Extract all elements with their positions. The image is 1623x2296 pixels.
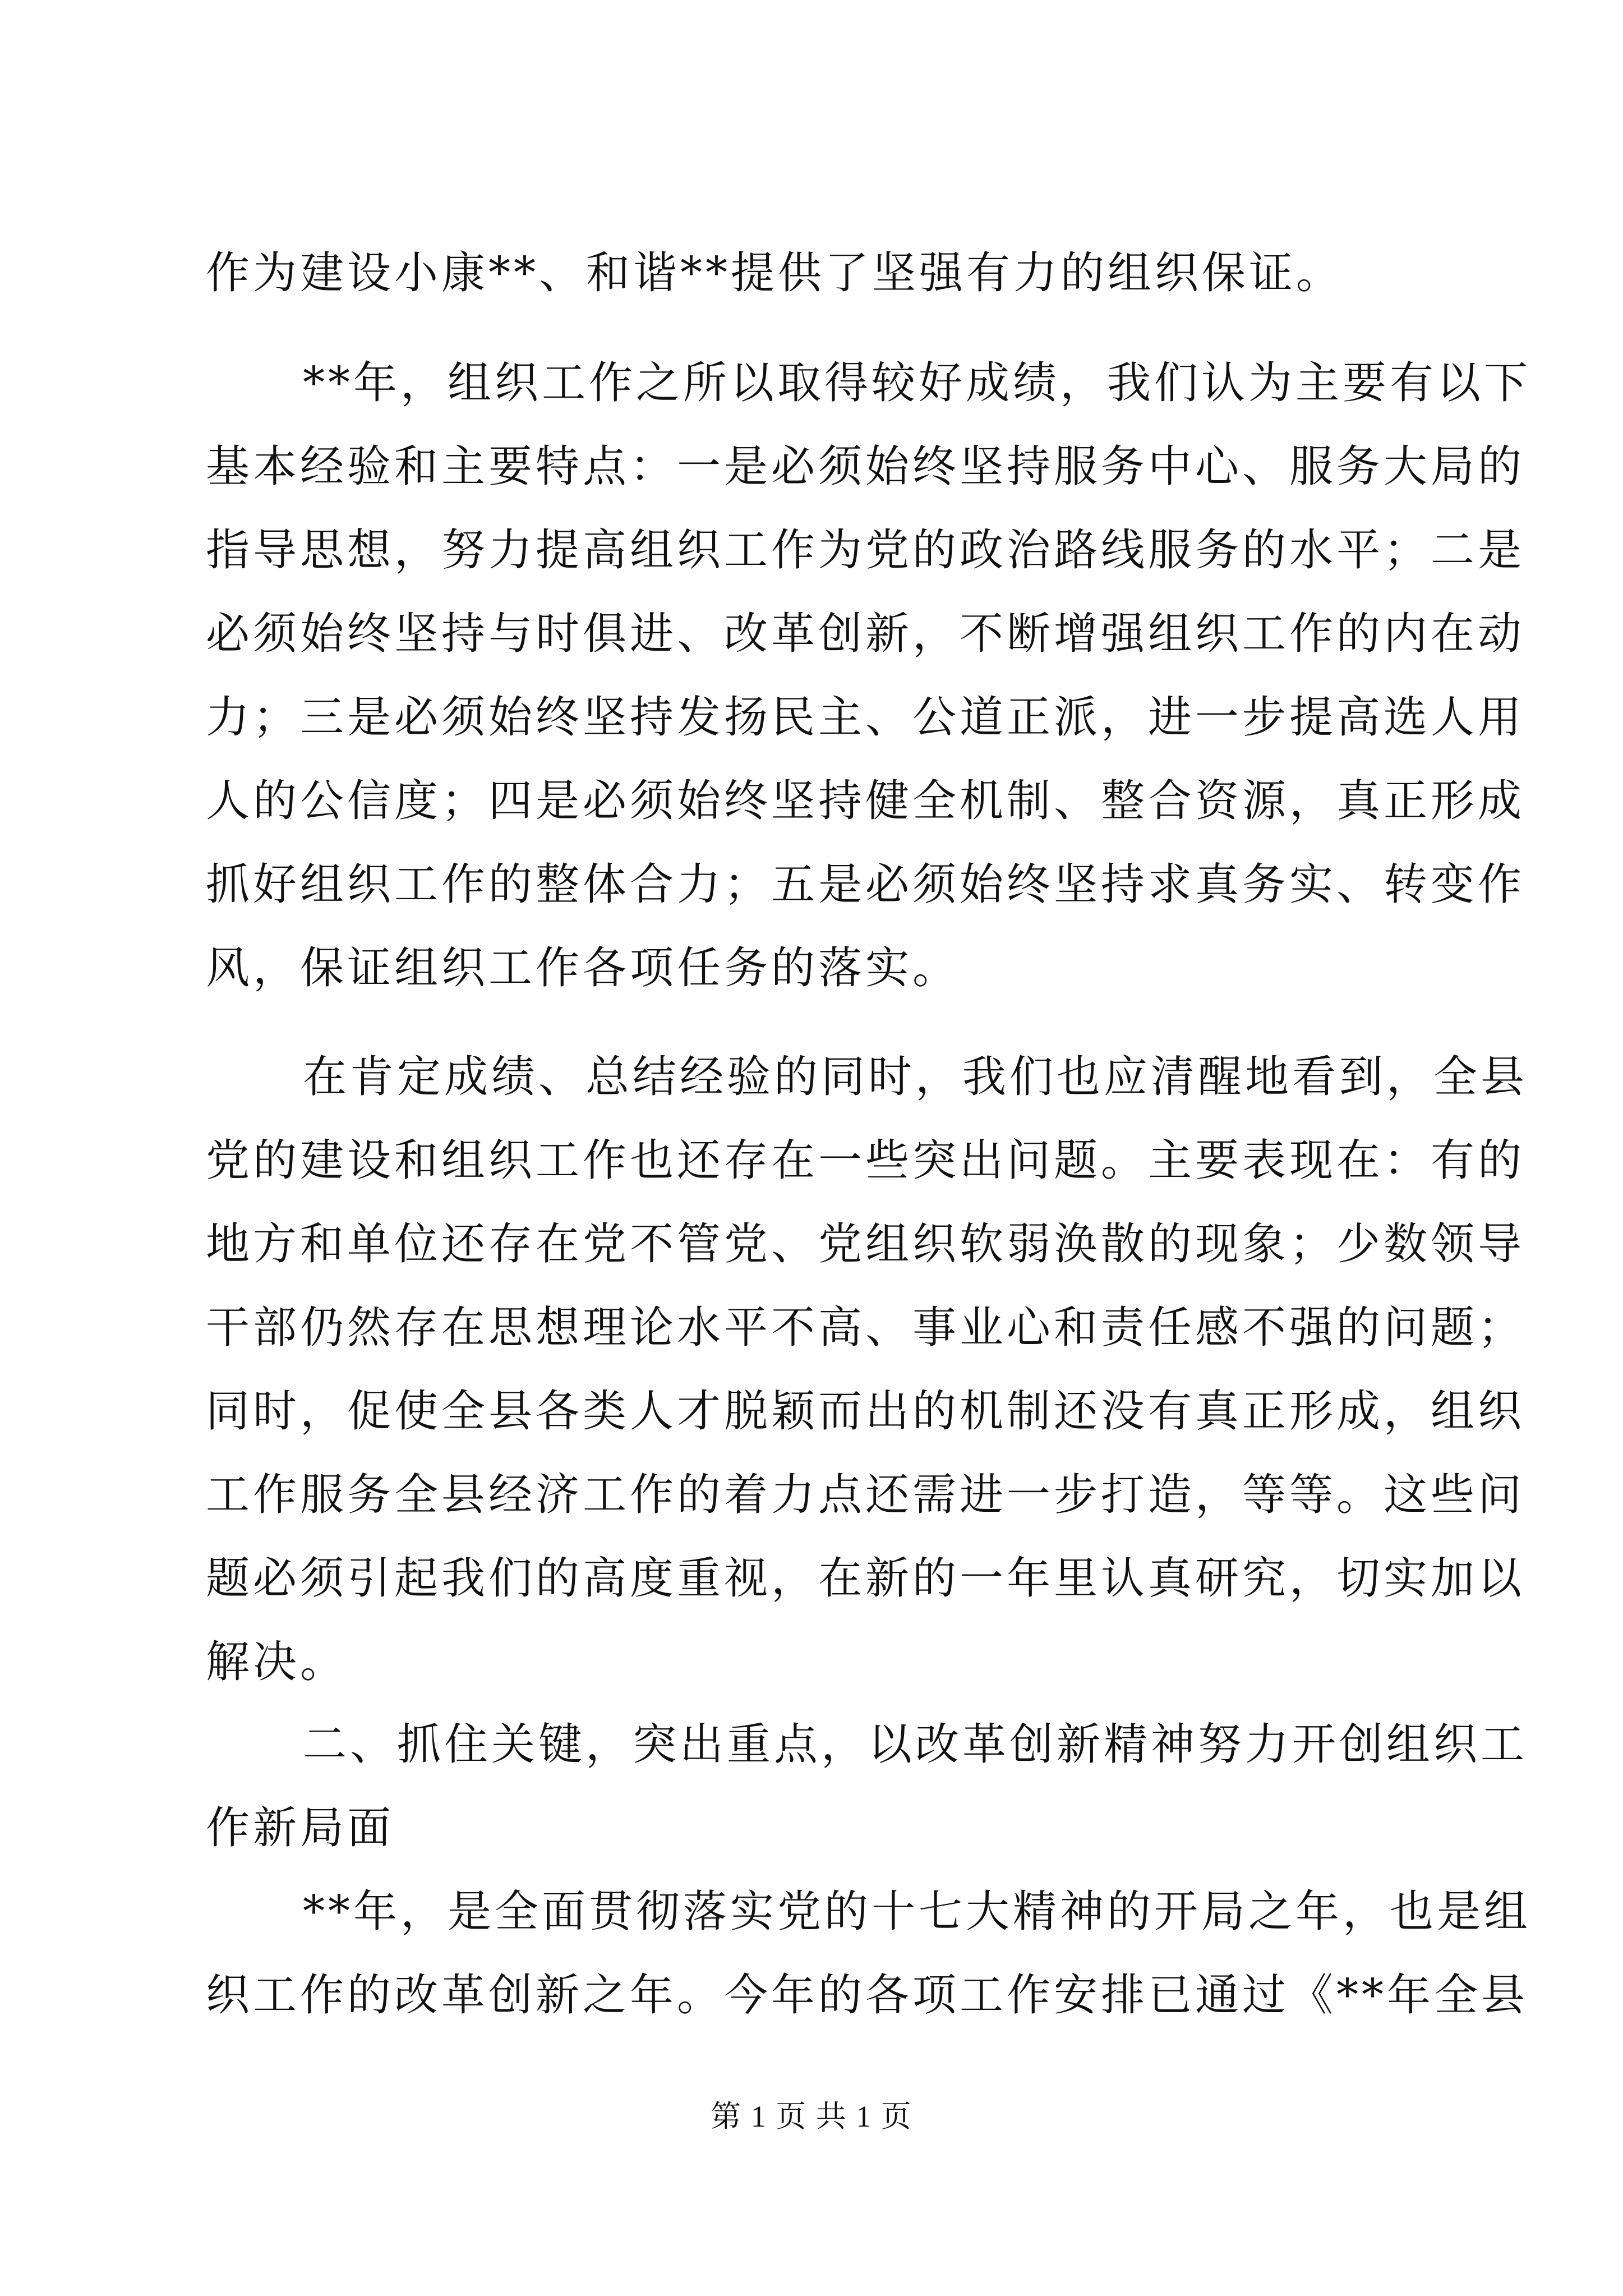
text-line: 作为建设小康**、和谐**提供了坚强有力的组织保证。	[206, 248, 1344, 298]
text-line: 抓好组织工作的整体合力；五是必须始终坚持求真务实、转变作	[206, 859, 1525, 910]
text-line: 基本经验和主要特点：一是必须始终坚持服务中心、服务大局的	[206, 441, 1525, 492]
page-number: 第 1 页 共 1 页	[711, 2100, 912, 2133]
text-line: 在肯定成绩、总结经验的同时，我们也应清醒地看到，全县	[303, 1052, 1528, 1102]
text-line: 人的公信度；四是必须始终坚持健全机制、整合资源，真正形成	[206, 776, 1525, 826]
text-line: **年，是全面贯彻落实党的十七大精神的开局之年，也是组	[303, 1887, 1532, 1937]
section-heading: 作新局面	[206, 1803, 395, 1853]
text-line: 指导思想，努力提高组织工作为党的政治路线服务的水平；二是	[206, 525, 1525, 576]
text-line: 织工作的改革创新之年。今年的各项工作安排已通过《**年全县	[206, 1970, 1529, 2021]
text-line: 地方和单位还存在党不管党、党组织软弱涣散的现象；少数领导	[206, 1219, 1525, 1269]
text-line: 干部仍然存在思想理论水平不高、事业心和责任感不强的问题；	[206, 1303, 1525, 1353]
text-line: **年，组织工作之所以取得较好成绩，我们认为主要有以下	[303, 358, 1532, 408]
text-line: 党的建设和组织工作也还存在一些突出问题。主要表现在：有的	[206, 1135, 1525, 1186]
text-line: 风，保证组织工作各项任务的落实。	[206, 943, 960, 993]
text-line: 题必须引起我们的高度重视，在新的一年里认真研究，切实加以	[206, 1553, 1525, 1604]
text-line: 工作服务全县经济工作的着力点还需进一步打造，等等。这些问	[206, 1470, 1525, 1520]
section-heading: 二、抓住关键，突出重点，以改革创新精神努力开创组织工	[303, 1719, 1528, 1770]
text-line: 必须始终坚持与时俱进、改革创新，不断增强组织工作的内在动	[206, 609, 1525, 659]
text-line: 同时，促使全县各类人才脱颖而出的机制还没有真正形成，组织	[206, 1386, 1525, 1437]
text-line: 解决。	[206, 1637, 348, 1687]
text-line: 力；三是必须始终坚持发扬民主、公道正派，进一步提高选人用	[206, 692, 1525, 743]
